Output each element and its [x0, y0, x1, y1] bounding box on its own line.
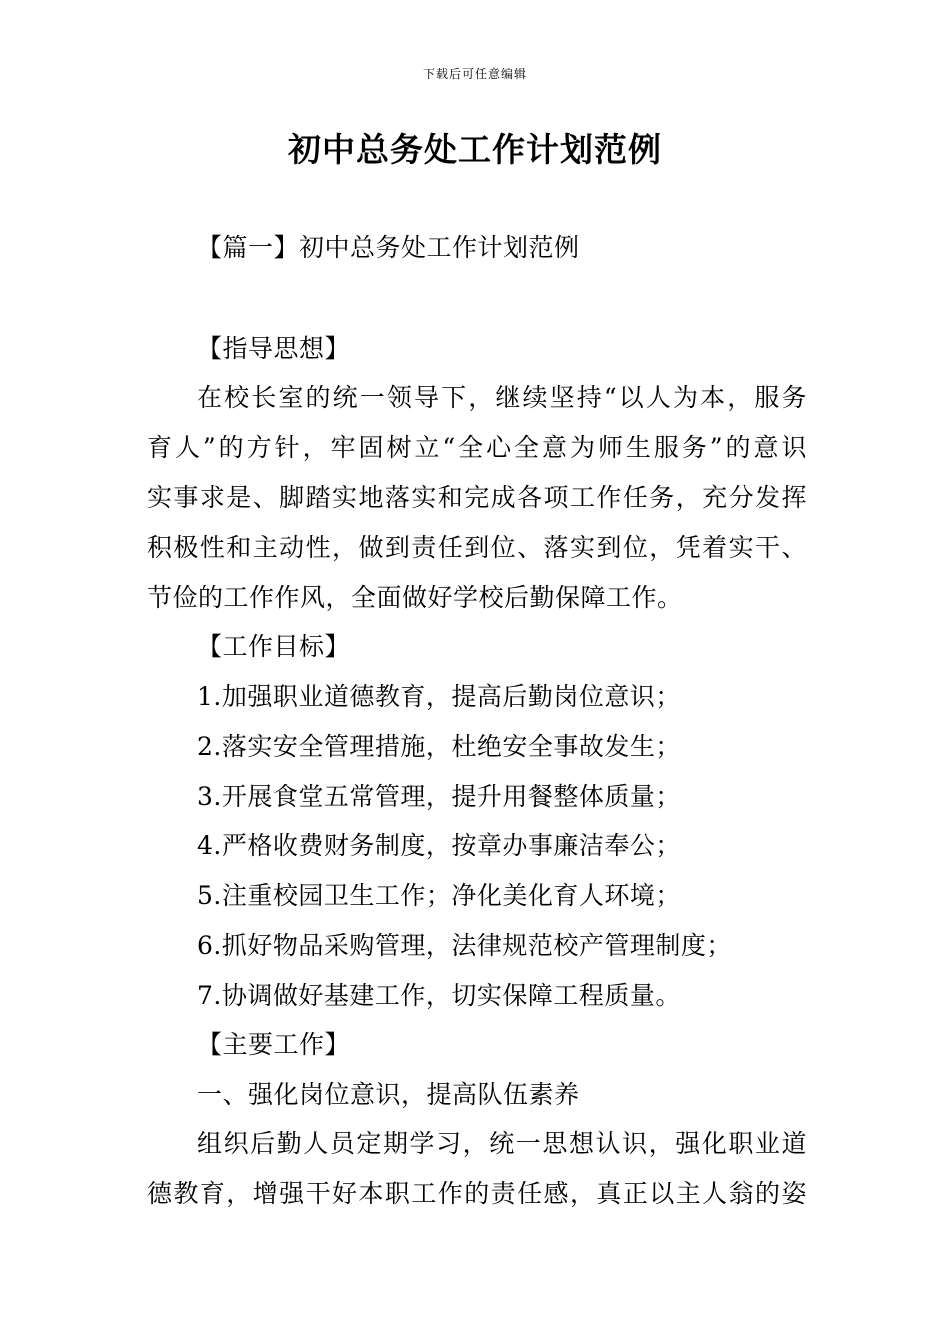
- guiding-line-5: 节俭的工作作风，全面做好学校后勤保障工作。: [147, 583, 683, 612]
- paragraph-1-line-2: 德教育，增强干好本职工作的责任感，真正以主人翁的姿: [147, 1179, 807, 1208]
- guiding-line-3: 实事求是、脚踏实地落实和完成各项工作任务，充分发挥: [147, 483, 807, 512]
- header-note: 下载后可任意编辑: [422, 67, 527, 81]
- guiding-line-4: 积极性和主动性，做到责任到位、落实到位，凭着实干、: [147, 533, 807, 562]
- main-work-heading: 【主要工作】: [197, 1030, 351, 1059]
- goal-item-1: 1.加强职业道德教育，提高后勤岗位意识；: [197, 682, 681, 711]
- goal-item-3: 3.开展食堂五常管理，提升用餐整体质量；: [197, 782, 681, 811]
- goal-item-2: 2.落实安全管理措施，杜绝安全事故发生；: [197, 732, 681, 761]
- document-title: 初中总务处工作计划范例: [288, 130, 662, 169]
- goal-item-5: 5.注重校园卫生工作；净化美化育人环境；: [197, 881, 681, 910]
- guiding-heading: 【指导思想】: [197, 334, 351, 363]
- paragraph-1-line-1: 组织后勤人员定期学习，统一思想认识，强化职业道: [197, 1129, 807, 1158]
- goal-item-4: 4.严格收费财务制度，按章办事廉洁奉公；: [197, 831, 681, 860]
- guiding-line-1: 在校长室的统一领导下，继续坚持“以人为本，服务: [197, 383, 807, 412]
- section-heading: 【篇一】初中总务处工作计划范例: [197, 233, 580, 262]
- goal-item-7: 7.协调做好基建工作，切实保障工程质量。: [197, 981, 681, 1010]
- subheading-1: 一、强化岗位意识，提高队伍素养: [197, 1080, 580, 1109]
- goal-item-6: 6.抓好物品采购管理，法律规范校产管理制度；: [197, 931, 732, 960]
- goals-heading: 【工作目标】: [197, 632, 351, 661]
- guiding-line-2: 育人”的方针，牢固树立“全心全意为师生服务”的意识: [147, 433, 807, 462]
